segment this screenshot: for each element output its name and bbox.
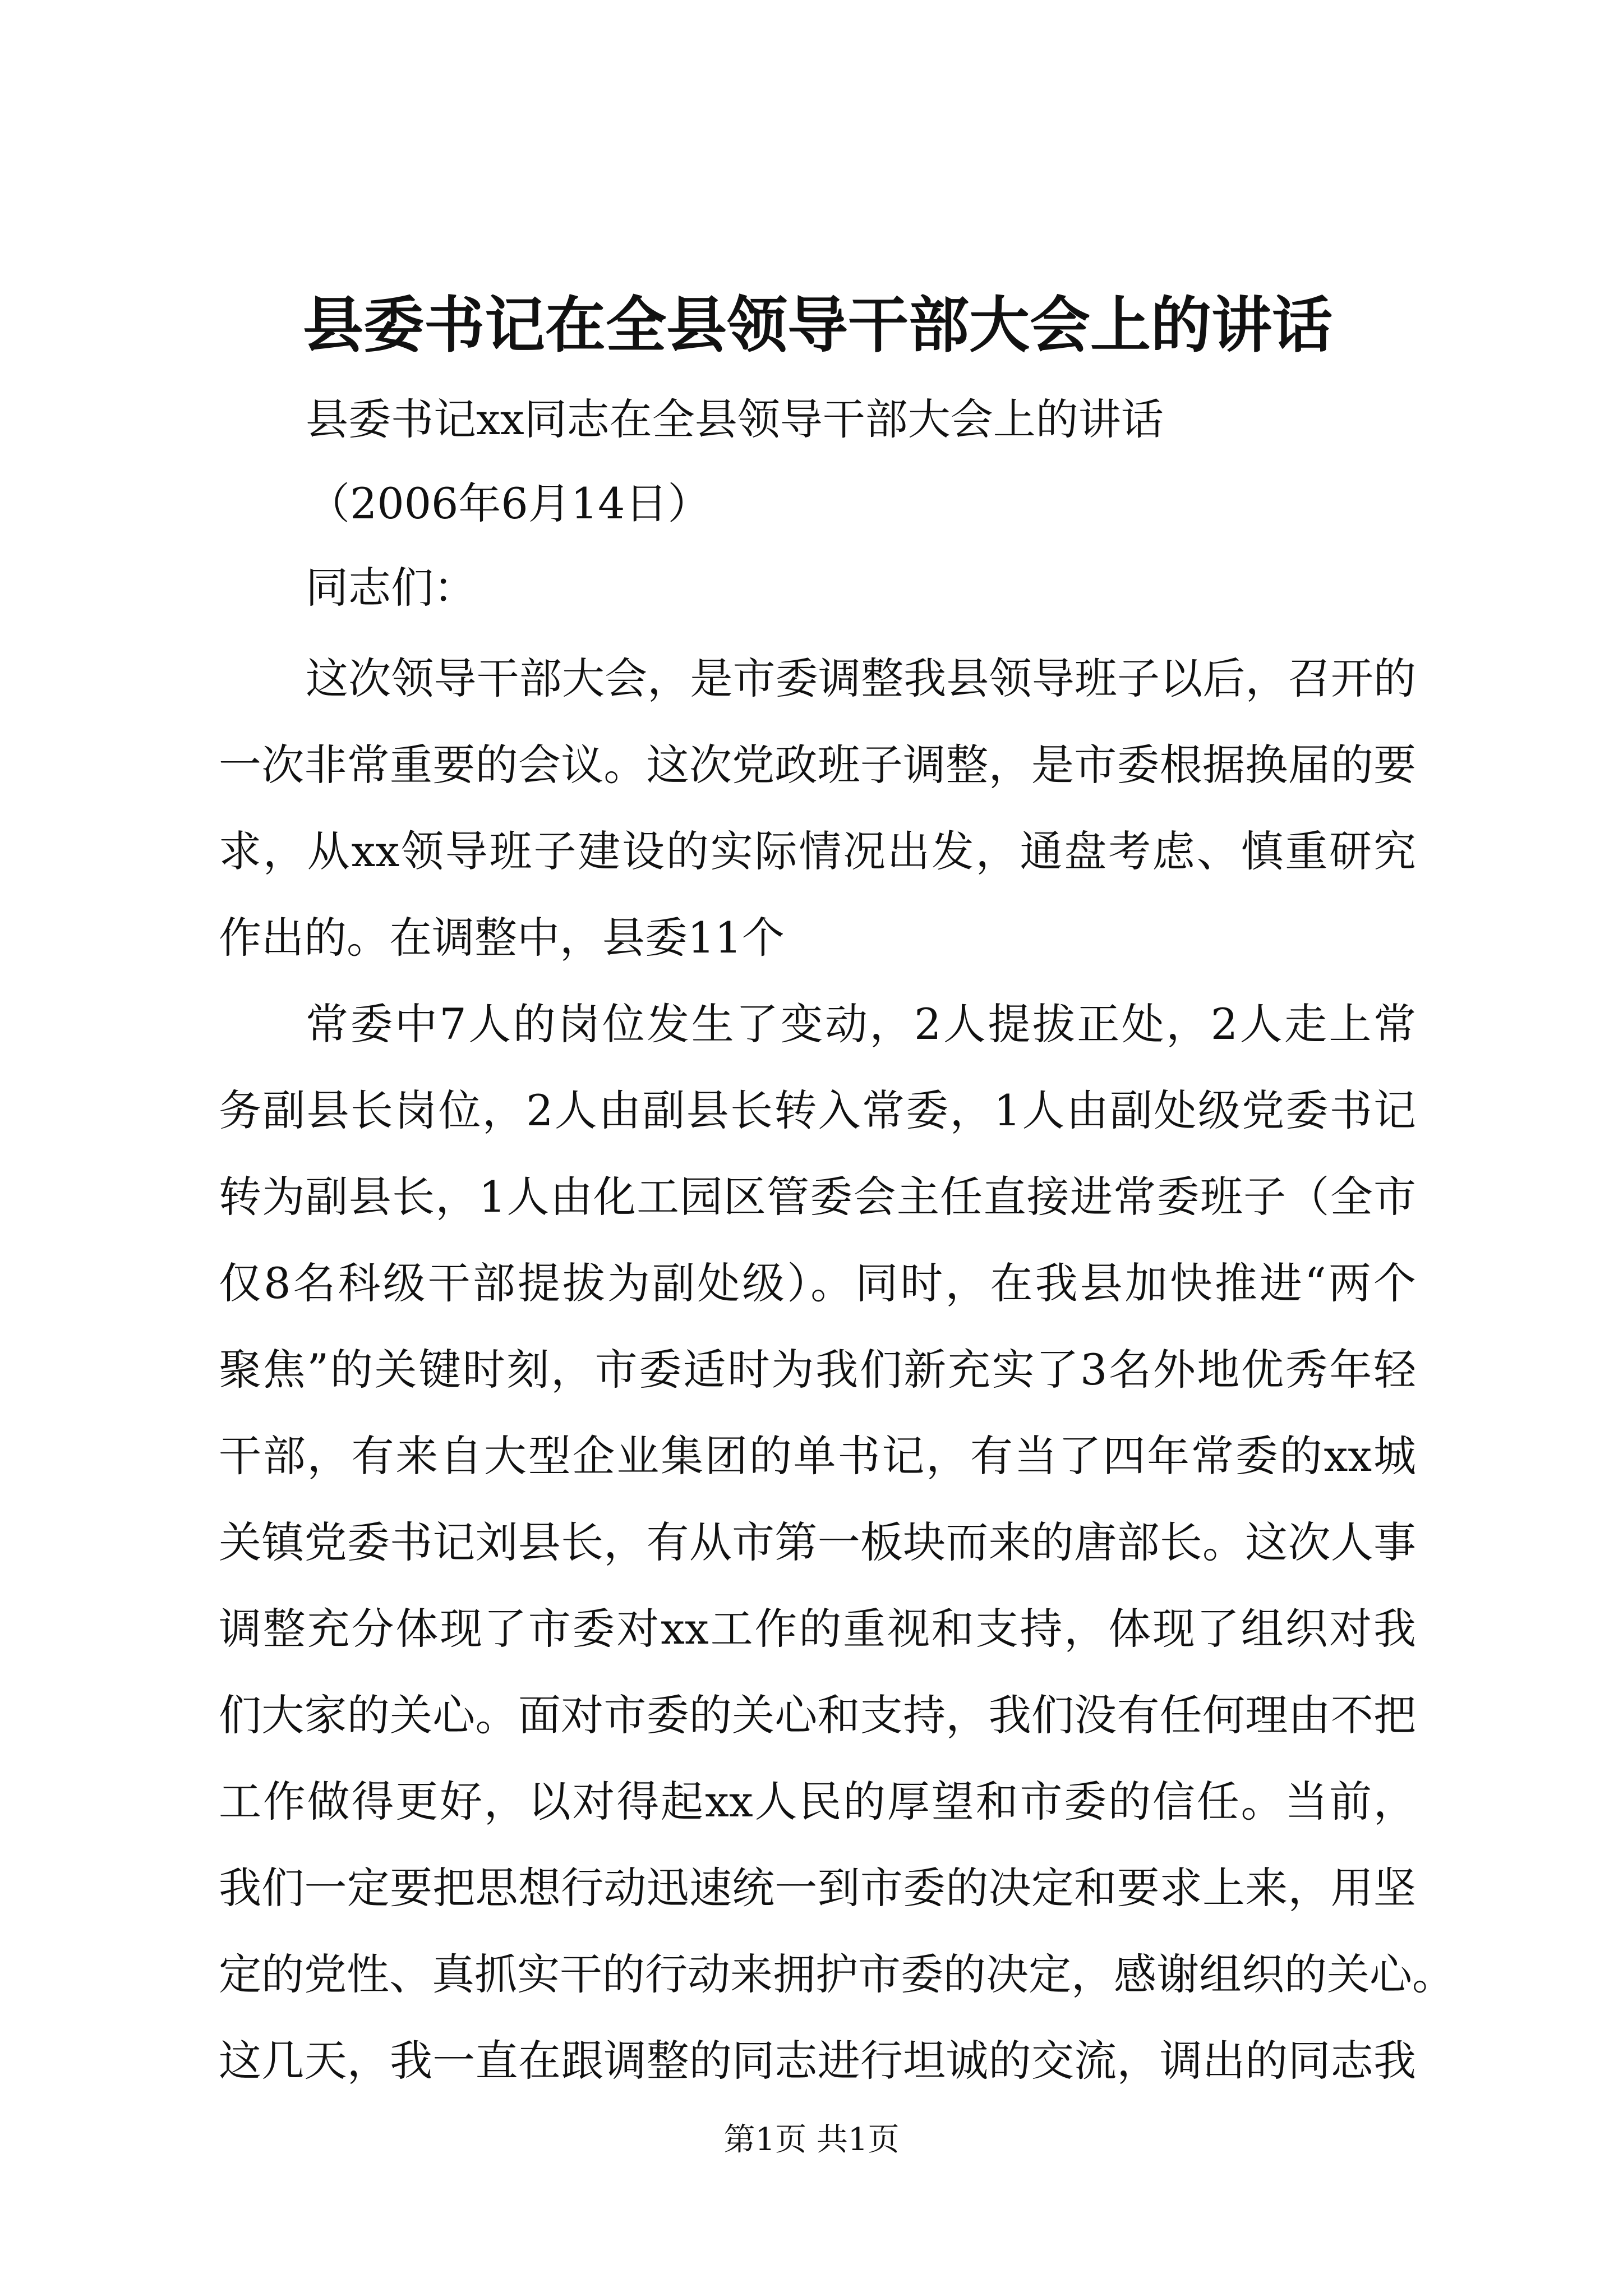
page-footer: 第1页 共1页: [723, 2122, 900, 2158]
paragraph-2-line: 干部，有来自大型企业集团的单书记，有当了四年常委的xx城: [219, 1431, 1416, 1481]
paragraph-1-line: 求，从xx领导班子建设的实际情况出发，通盘考虑、慎重研究: [219, 826, 1416, 876]
salutation: 同志们：: [306, 563, 476, 613]
document-title: 县委书记在全县领导干部大会上的讲话: [303, 290, 1333, 361]
speech-body: [219, 636, 1455, 2104]
paragraph-2-line: 常委中7人的岗位发生了变动，2人提拔正处，2人走上常: [306, 999, 1416, 1049]
paragraph-1-line: 一次非常重要的会议。这次党政班子调整，是市委根据换届的要: [219, 740, 1416, 790]
paragraph-1-line: 这次领导干部大会，是市委调整我县领导班子以后，召开的: [306, 654, 1416, 703]
paragraph-2-line: 们大家的关心。面对市委的关心和支持，我们没有任何理由不把: [219, 1690, 1416, 1740]
paragraph-2-line: 聚焦”的关键时刻，市委适时为我们新充实了3名外地优秀年轻: [219, 1345, 1416, 1395]
speech-subtitle: 县委书记xx同志在全县领导干部大会上的讲话: [306, 394, 1164, 444]
paragraph-2-line: 我们一定要把思想行动迅速统一到市委的决定和要求上来，用坚: [219, 1863, 1416, 1913]
paragraph-2-line: 调整充分体现了市委对xx工作的重视和支持，体现了组织对我: [219, 1604, 1416, 1654]
paragraph-2-line: 工作做得更好，以对得起xx人民的厚望和市委的信任。当前，: [219, 1777, 1416, 1826]
paragraph-2-line: 仅8名科级干部提拔为副处级）。同时，在我县加快推进“两个: [219, 1258, 1416, 1308]
paragraph-2-line: 转为副县长，1人由化工园区管委会主任直接进常委班子（全市: [219, 1172, 1416, 1222]
paragraph-2-line: 定的党性、真抓实干的行动来拥护市委的决定，感谢组织的关心。: [219, 1949, 1455, 1999]
paragraph-2-line: 这几天，我一直在跟调整的同志进行坦诚的交流，调出的同志我: [219, 2036, 1416, 2086]
paragraph-2-line: 关镇党委书记刘县长，有从市第一板块而来的唐部长。这次人事: [219, 1517, 1416, 1567]
paragraph-2-line: 务副县长岗位，2人由副县长转入常委，1人由副处级党委书记: [219, 1085, 1416, 1135]
paragraph-1-line: 作出的。在调整中，县委11个: [219, 913, 785, 963]
speech-date: （2006年6月14日）: [307, 478, 711, 528]
